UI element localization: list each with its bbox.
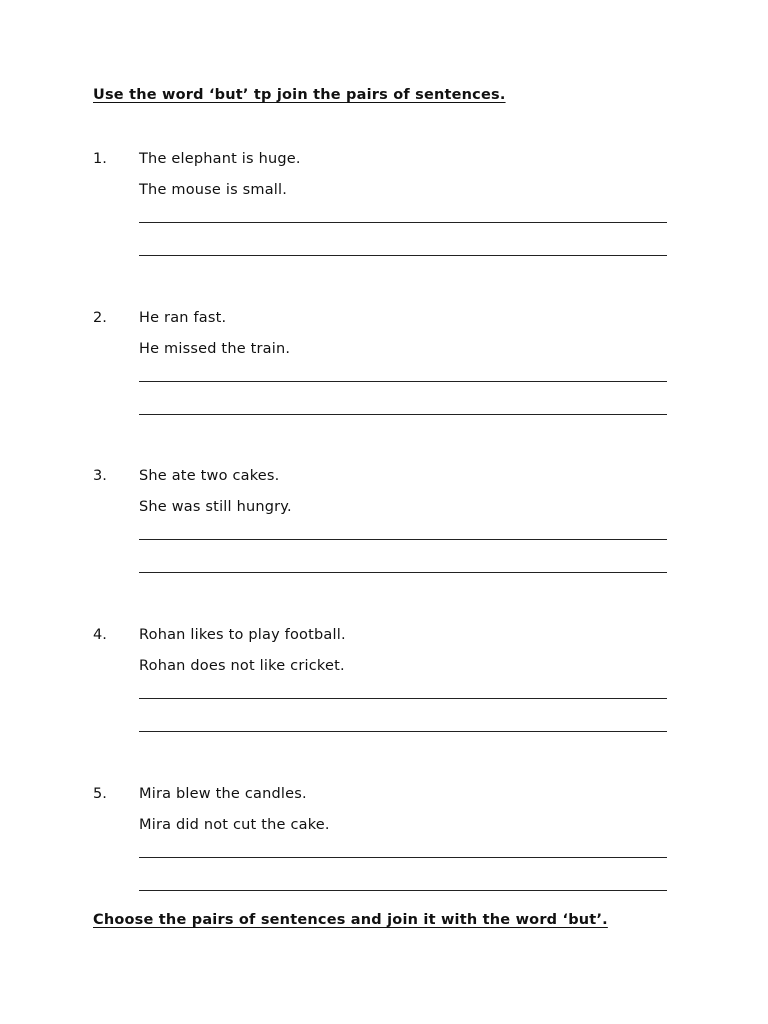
sentence-first: He ran fast.	[139, 310, 227, 326]
answer-line[interactable]	[139, 539, 667, 540]
sentence-first: Mira blew the candles.	[139, 786, 307, 802]
answer-line[interactable]	[139, 381, 667, 382]
exercise-item-2	[0, 310, 768, 440]
instruction-heading: Use the word ‘but’ tp join the pairs of sentences.	[93, 87, 506, 103]
answer-line[interactable]	[139, 414, 667, 415]
sentence-second: She was still hungry.	[139, 499, 292, 515]
answer-line[interactable]	[139, 698, 667, 699]
sentence-second: He missed the train.	[139, 341, 291, 357]
exercise-item-4	[0, 627, 768, 757]
sentence-second: Mira did not cut the cake.	[139, 817, 330, 833]
exercise-item-3	[0, 468, 768, 598]
item-number: 3.	[93, 468, 107, 484]
instruction-heading-secondary: Choose the pairs of sentences and join it with the word ‘but’.	[93, 912, 608, 928]
answer-line[interactable]	[139, 890, 667, 891]
exercise-item-5	[0, 786, 768, 916]
item-number: 1.	[93, 151, 107, 167]
sentence-first: Rohan likes to play football.	[139, 627, 346, 643]
item-number: 2.	[93, 310, 107, 326]
item-number: 5.	[93, 786, 107, 802]
exercise-item-1	[0, 151, 768, 281]
item-number: 4.	[93, 627, 107, 643]
sentence-first: She ate two cakes.	[139, 468, 280, 484]
sentence-second: The mouse is small.	[139, 182, 288, 198]
sentence-second: Rohan does not like cricket.	[139, 658, 345, 674]
answer-line[interactable]	[139, 222, 667, 223]
answer-line[interactable]	[139, 731, 667, 732]
answer-line[interactable]	[139, 857, 667, 858]
sentence-first: The elephant is huge.	[139, 151, 301, 167]
answer-line[interactable]	[139, 572, 667, 573]
answer-line[interactable]	[139, 255, 667, 256]
